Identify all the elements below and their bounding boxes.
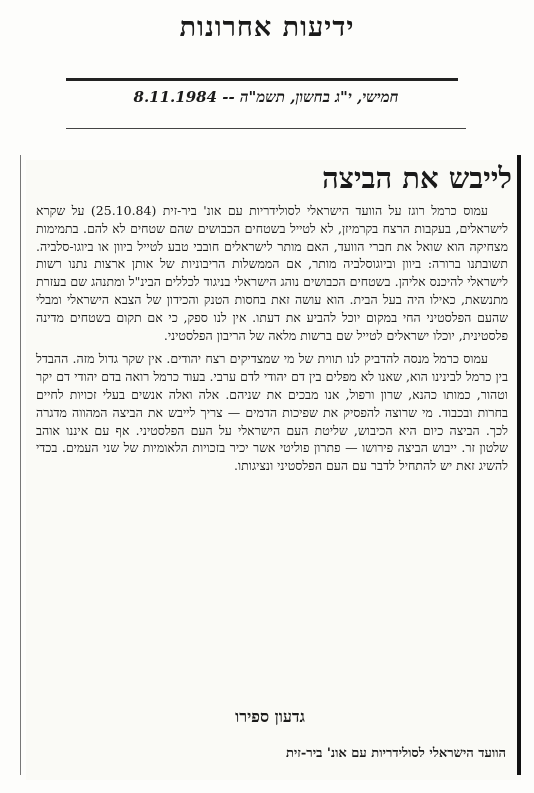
article-paragraph: עמוס כרמל מנסה להדביק לנו תווית של מי שמצדיקים רצח יהודים. אין שקר גדול מזה. ההבדל בין כרמל לבינינו הוא, שאנו לא מפלים בין דם יהודי לדם ערבי. בעוד כרמל רואה בדם יהודי דם יקר וטהור, כמותו כהנא, שרון ורפול, אנו מבכים את שניהם. אלה ואלה אנשים בעלי זכויות לחיים בחרות ובכבוד. מי שרוצה להפסיק את שפיכות הדמים — צריך לייבש את הביצה המהווה מדגרה לכך. הביצה כיום היא הכיבוש, שליטת העם הישראלי על העם הפלסטיני. אף עם איננו אוהב שלטון זר. ייבוש הביצה פירושו — פתרון פוליטי אשר יכיר בזכויות הלאומיות של שני העמים. בכדי להשיג זאת יש להתחיל לדבר עם העם הפלסטיני ונציגותו. (36, 351, 508, 474)
article-paragraph: עמוס כרמל רוגז על הוועד הישראלי לסולידריות עם אונ' ביר-זית (25.10.84) על שקרא לישראלים, בעקבות הרצח בקרמיזן, לא לטייל בשטחים הכבושים שהם שטחים לא להם. בתמימות מצחיקה הוא שואל את חברי הוועד, האם מותר לישראלים חובבי טבע לטייל ביוון או ביוגו-סלביה. תשובתנו ברורה: ביוון וביוגוסלביה מותר, אם הממשלות הריבוניות של אותן ארצות נתנו רשות לישראלי להיכנס אליהן. בשטחים הכבושים נוהג הישראלי בניגוד לכללים הבינ"ל ומתנהג שם בעזרת מתנשאת, כאילו היה בעל הבית. הוא עושה זאת בחסות הטנק והכידון של הצבא הישראלי ומבלי שהעם הפלסטיני החי במקום יוכל להביע את דעתו. אין לנו ספק, כי אם תקום בשטחים מדינה פלסטינית, יוכלו ישראלים לטייל שם ברשות מלאה של הריבון הפלסטיני. (36, 203, 508, 343)
author-affiliation: הוועד הישראלי לסולידריות עם אונ' ביר-זית (285, 746, 506, 761)
dateline-rule (66, 128, 466, 129)
author-signature: גדעון ספירו (235, 707, 305, 726)
article-body (36, 202, 508, 475)
masthead-rule (66, 78, 458, 81)
newspaper-masthead: ידיעות אחרונות (179, 12, 355, 43)
clipping-left-edge (20, 155, 21, 775)
clipping-right-edge (517, 155, 521, 775)
dateline: חמישי, י"ג בחשון, תשמ"ה -- 8.11.1984 (133, 88, 399, 106)
article-headline: לייבש את הביצה (322, 161, 512, 195)
